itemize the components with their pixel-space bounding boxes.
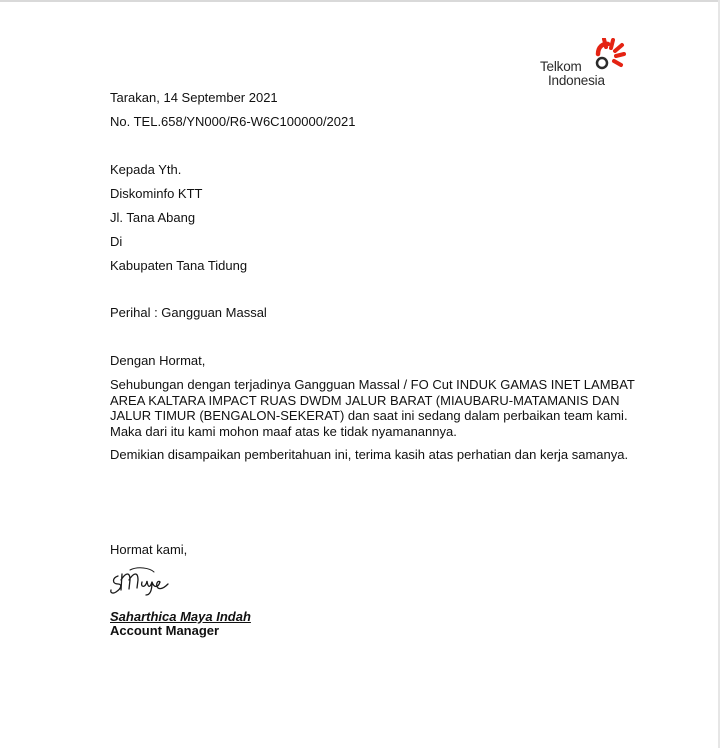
handwritten-signature — [108, 562, 188, 598]
body-line: AREA KALTARA IMPACT RUAS DWDM JALUR BARAT (MIAUBARU-MATAMANIS DAN — [110, 392, 620, 408]
body-line: Sehubungan dengan terjadinya Gangguan Massal / FO Cut INDUK GAMAS INET LAMBAT — [110, 377, 635, 392]
logo-line1: Telkom — [540, 59, 582, 74]
recipient-address: Jl. Tana Abang — [110, 210, 196, 225]
recipient-city: Kabupaten Tana Tidung — [110, 258, 248, 273]
signer-name: Saharthica Maya Indah — [110, 609, 251, 624]
signer-title: Account Manager — [110, 623, 220, 638]
greeting: Dengan Hormat, — [110, 353, 206, 368]
subject: Perihal : Gangguan Massal — [110, 305, 267, 320]
telkom-logo — [536, 38, 636, 94]
letter-number: No. TEL.658/YN000/R6-W6C100000/2021 — [110, 114, 356, 129]
recipient-name: Diskominfo KTT — [110, 186, 203, 201]
recipient-di: Di — [110, 234, 123, 249]
recipient-salutation: Kepada Yth. — [110, 162, 182, 177]
body-paragraph — [110, 377, 635, 439]
body-line: JALUR TIMUR (BENGALON-SEKERAT) dan saat ini sedang dalam perbaikan team kami. — [110, 408, 628, 423]
body-line: Maka dari itu kami mohon maaf atas ke tidak nyamanannya. — [110, 423, 457, 439]
logo-wordmark — [540, 60, 605, 88]
logo-line2: Indonesia — [548, 73, 605, 88]
closing: Hormat kami, — [110, 542, 188, 557]
page-top-edge — [0, 0, 720, 2]
closing-paragraph: Demikian disampaikan pemberitahuan ini, terima kasih atas perhatian dan kerja samanya. — [110, 447, 629, 462]
place-date: Tarakan, 14 September 2021 — [110, 90, 278, 105]
